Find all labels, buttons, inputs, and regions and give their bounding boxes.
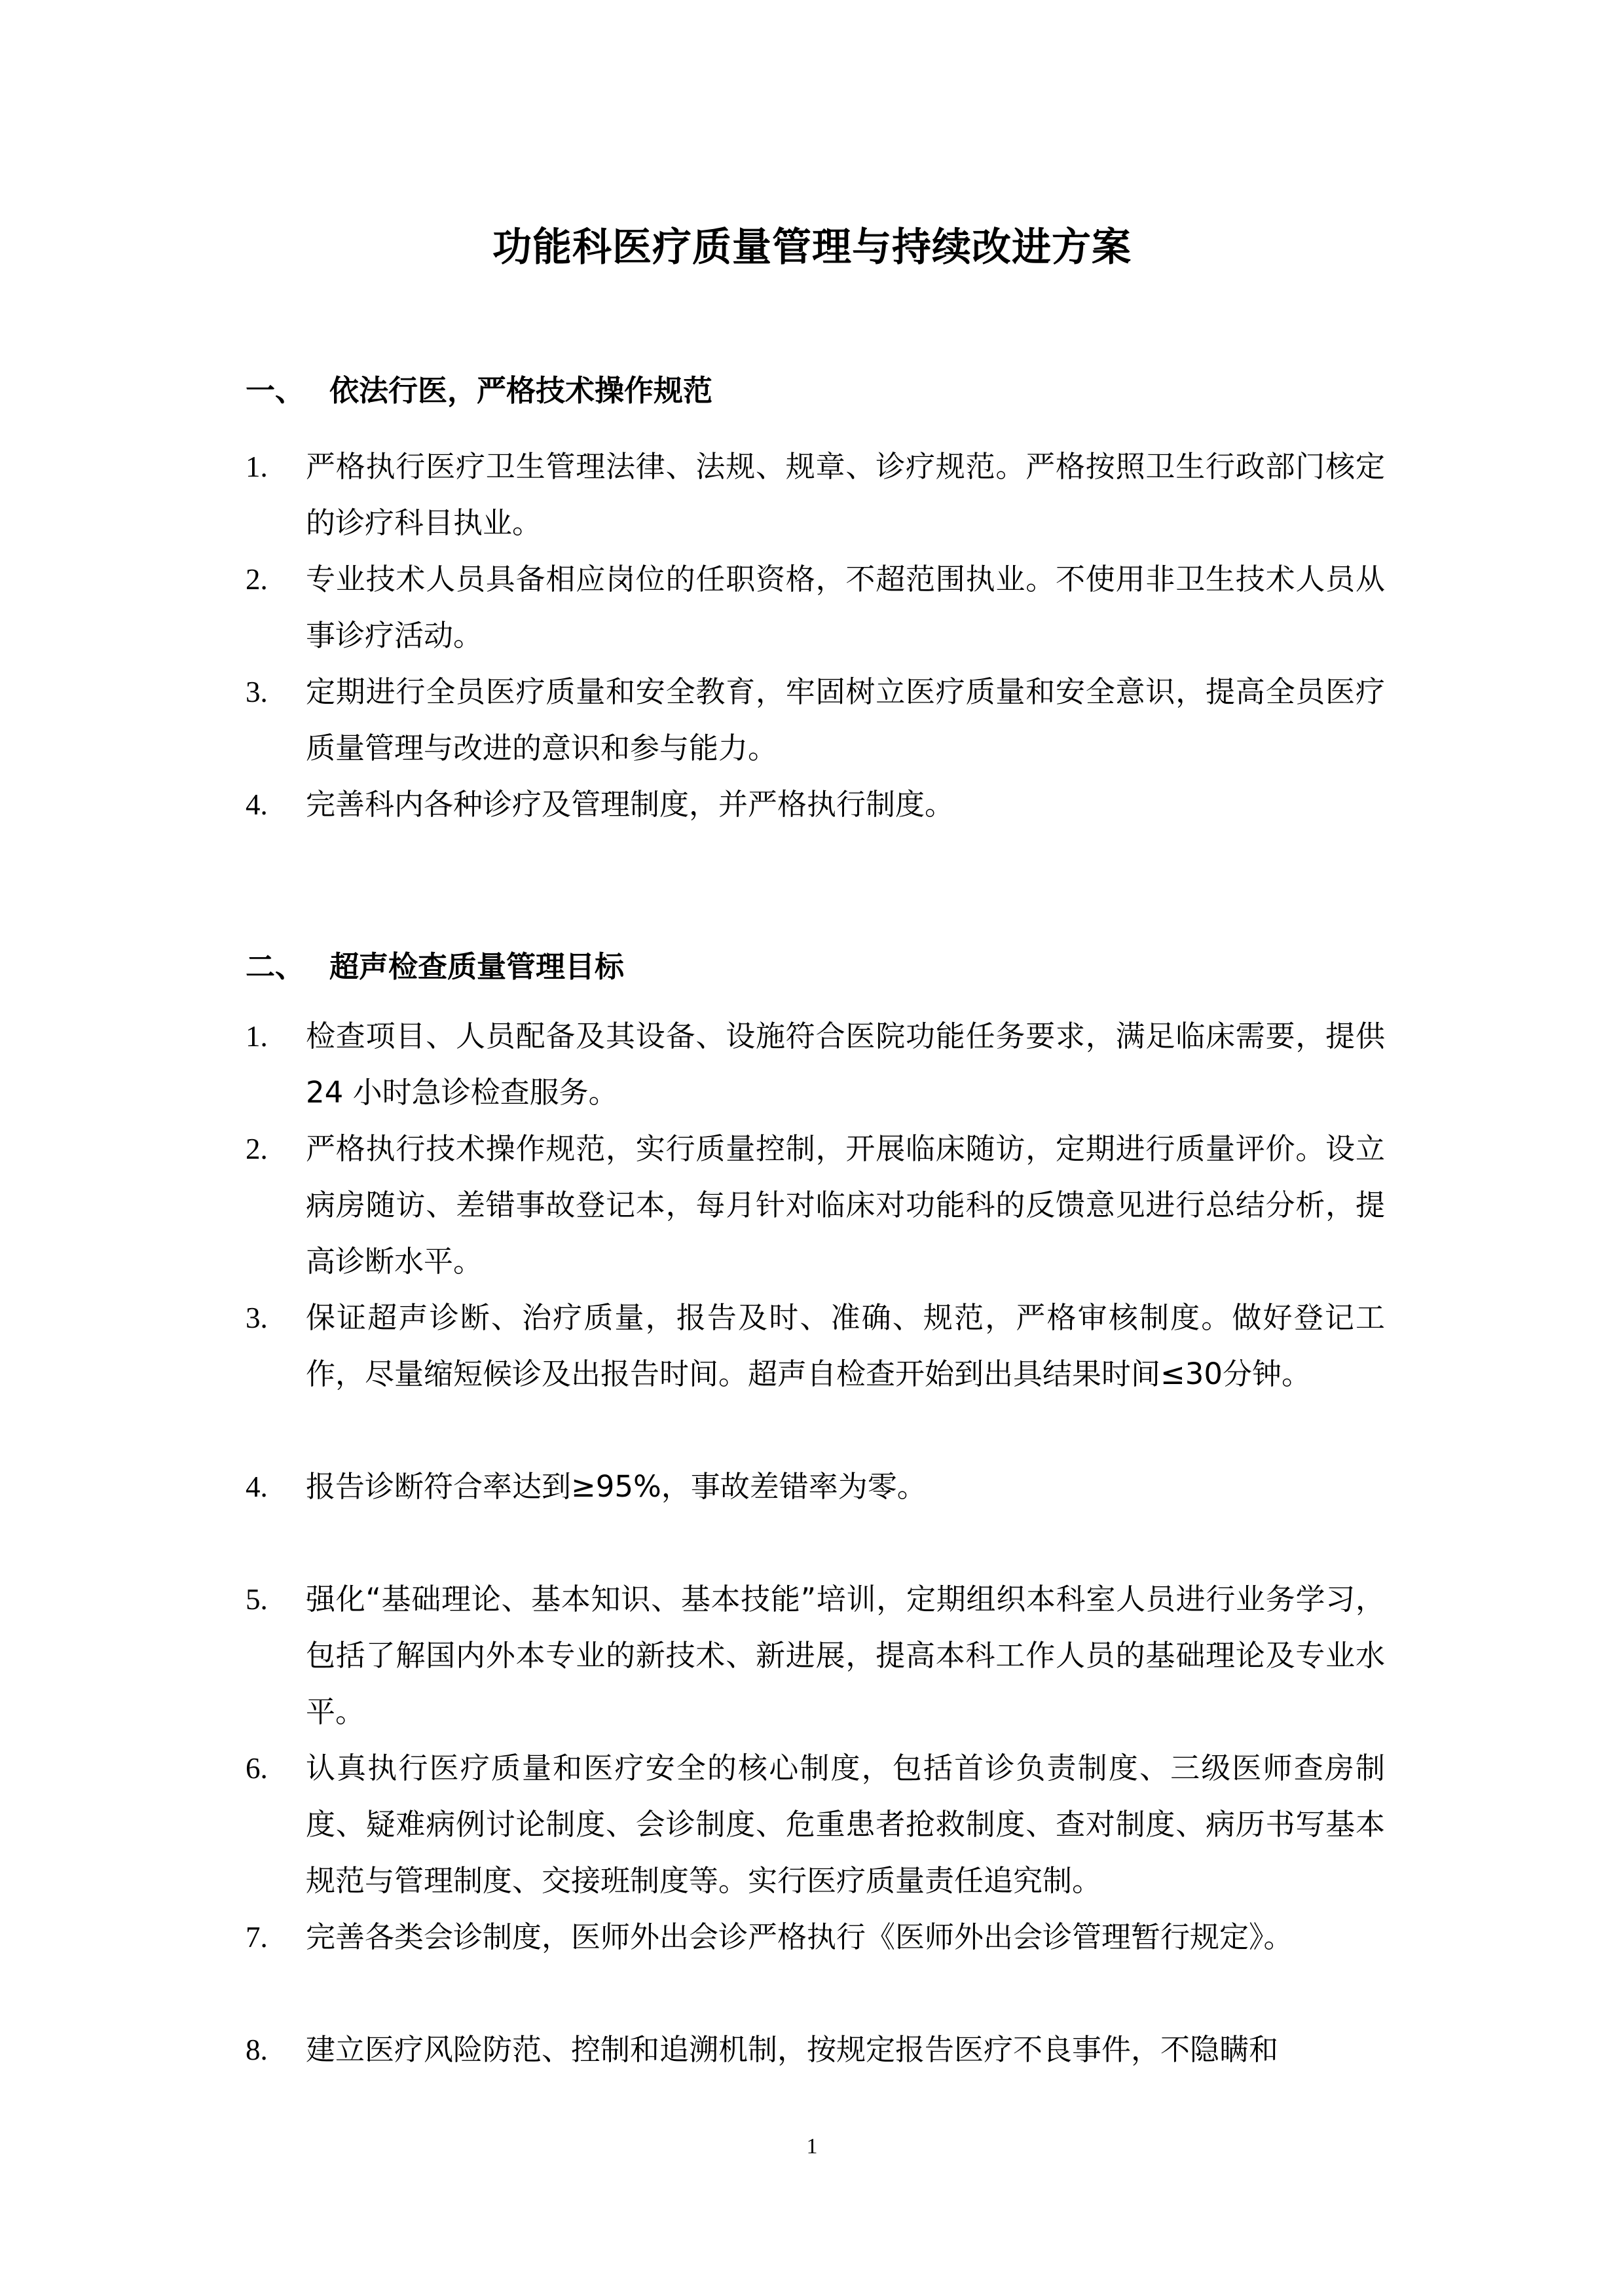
item-number: 6. [246,1752,268,1785]
item-number: 5. [246,1583,268,1616]
list-item [246,776,1385,833]
list-item [246,2022,1385,2078]
item-text: 建立医疗风险防范、控制和追溯机制，按规定报告医疗不良事件，不隐瞒和 [306,2032,1279,2067]
document-title: 功能科医疗质量管理与持续改进方案 [492,225,1132,270]
item-text: 完善科内各种诊疗及管理制度，并严格执行制度。 [306,787,955,822]
item-number: 3. [246,1302,268,1334]
item-number: 1. [246,1020,268,1053]
item-text: 认真执行医疗质量和医疗安全的核心制度，包括首诊负责制度、三级医师查房制度、疑难病例讨论制度、会诊制度、危重患者抢救制度、查对制度、病历书写基本规范与管理制度、交接班制度等。实行医疗质量责任追究制。 [306,1751,1385,1898]
item-text: 严格执行医疗卫生管理法律、法规、规章、诊疗规范。严格按照卫生行政部门核定的诊疗科目执业。 [306,449,1385,540]
item-text: 完善各类会诊制度，医师外出会诊严格执行《医师外出会诊管理暂行规定》。 [306,1920,1293,1954]
list-item [246,1008,1385,1121]
section-title: 超声检查质量管理目标 [329,949,625,984]
item-number: 7. [246,1921,268,1954]
item-number: 1. [246,450,268,483]
page-number: 1 [806,2134,818,2159]
list-item [246,664,1385,776]
item-text: 定期进行全员医疗质量和安全教育，牢固树立医疗质量和安全意识，提高全员医疗质量管理与改进的意识和参与能力。 [306,674,1385,765]
section-number: 二、 [246,949,305,984]
item-text: 严格执行技术操作规范，实行质量控制，开展临床随访，定期进行质量评价。设立病房随访、差错事故登记本，每月针对临床对功能科的反馈意见进行总结分析，提高诊断水平。 [306,1131,1385,1279]
item-text: 检查项目、人员配备及其设备、设施符合医院功能任务要求，满足临床需要，提供 24 小时急诊检查服务。 [306,1019,1385,1110]
list-item [246,1121,1385,1290]
item-number: 4. [246,788,268,821]
list-item [246,1290,1385,1402]
list-item [246,1459,1385,1515]
list-item [246,551,1385,664]
item-text: 报告诊断符合率达到≥95%，事故差错率为零。 [306,1469,927,1504]
item-number: 3. [246,676,268,708]
item-text: 强化“基础理论、基本知识、基本技能”培训，定期组织本科室人员进行业务学习，包括了解国内外本专业的新技术、新进展，提高本科工作人员的基础理论及专业水平。 [306,1582,1385,1729]
section-number: 一、 [246,373,305,408]
item-text: 保证超声诊断、治疗质量，报告及时、准确、规范，严格审核制度。做好登记工作，尽量缩短候诊及出报告时间。超声自检查开始到出具结果时间≤30分钟。 [306,1300,1385,1391]
list-item [246,1740,1385,1909]
list-item [246,439,1385,551]
list-item [246,1909,1385,1965]
item-number: 2. [246,1133,268,1165]
section-heading-1 [246,367,712,409]
section-title: 依法行医，严格技术操作规范 [329,373,713,408]
item-number: 4. [246,1470,268,1503]
item-text: 专业技术人员具备相应岗位的任职资格，不超范围执业。不使用非卫生技术人员从事诊疗活动。 [306,562,1385,653]
section-heading-2 [246,943,624,985]
item-number: 8. [246,2033,268,2066]
list-item [246,1571,1385,1740]
item-number: 2. [246,563,268,596]
